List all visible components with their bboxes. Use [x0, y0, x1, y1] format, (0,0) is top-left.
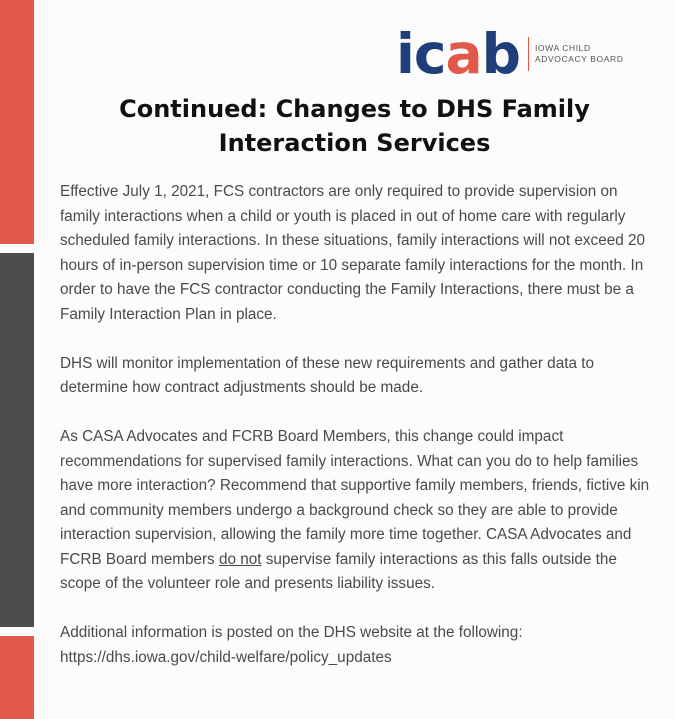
logo-suffix: b: [481, 21, 520, 86]
logo-accent-letter: a: [445, 21, 482, 86]
text-line: Family Interaction Plan in place.: [60, 305, 277, 323]
text-line: Effective July 1, 2021, FCS contractors are only required to provide supervision on: [60, 183, 618, 200]
text-line: and community members undergo a background check so they are able to provide: [60, 501, 618, 519]
text-line: DHS will monitor implementation of these new requirements and gather data to: [60, 354, 594, 372]
text-line: recommendations for supervised family interactions. What can you do to help families: [60, 452, 639, 470]
body-text: [60, 180, 660, 695]
text-line: As CASA Advocates and FCRB Board Members, this change could impact: [60, 428, 564, 445]
side-bar-gray: [0, 253, 34, 627]
text-line: order to have the FCS contractor conducting the Family Interactions, there must be a: [60, 281, 634, 298]
text-line: Additional information is posted on the DHS website at the following:: [60, 624, 523, 641]
paragraph-2: [60, 352, 660, 401]
text-line: scope of the volunteer role and presents liability issues.: [60, 575, 435, 592]
dhs-url: https://dhs.iowa.gov/child-welfare/policy_updates: [60, 648, 392, 666]
side-bar-red-bottom: [0, 636, 34, 719]
text-segment: supervise family interactions as this falls outside the: [261, 550, 617, 568]
text-line: hours of in-person supervision time or 10 separate family interactions for the month. In: [60, 256, 644, 274]
title-line-2: Interaction Services: [218, 129, 491, 157]
paragraph-4: [60, 621, 660, 670]
text-line: have more interaction? Recommend that supportive family members, friends, fictive kin: [60, 477, 650, 494]
side-bar-red-top: [0, 0, 34, 244]
text-segment: FCRB Board members: [60, 550, 219, 568]
logo-prefix: ic: [396, 21, 446, 86]
text-line: family interactions when a child or youth is placed in out of home care with regularly: [60, 207, 626, 225]
icab-logo: [396, 21, 624, 86]
text-line: determine how contract adjustments should be made.: [60, 379, 424, 396]
text-line: scheduled family interactions. In these situations, family interactions will not exceed 20: [60, 232, 645, 249]
logo-subtitle-line1: IOWA CHILD: [534, 43, 591, 53]
title-line-1: Continued: Changes to DHS Family: [119, 95, 590, 123]
logo-subtitle: [535, 43, 624, 65]
text-line: [60, 548, 660, 573]
logo-wordmark: [396, 21, 520, 86]
emphasis-do-not: do not: [218, 550, 262, 568]
logo-subtitle-line2: ADVOCACY BOARD: [534, 54, 624, 64]
paragraph-1: [60, 180, 660, 327]
page-title: [34, 92, 675, 160]
logo-divider: [528, 37, 529, 71]
paragraph-3: [60, 425, 660, 597]
text-line: interaction supervision, allowing the family more time together. CASA Advocates and: [60, 526, 632, 543]
